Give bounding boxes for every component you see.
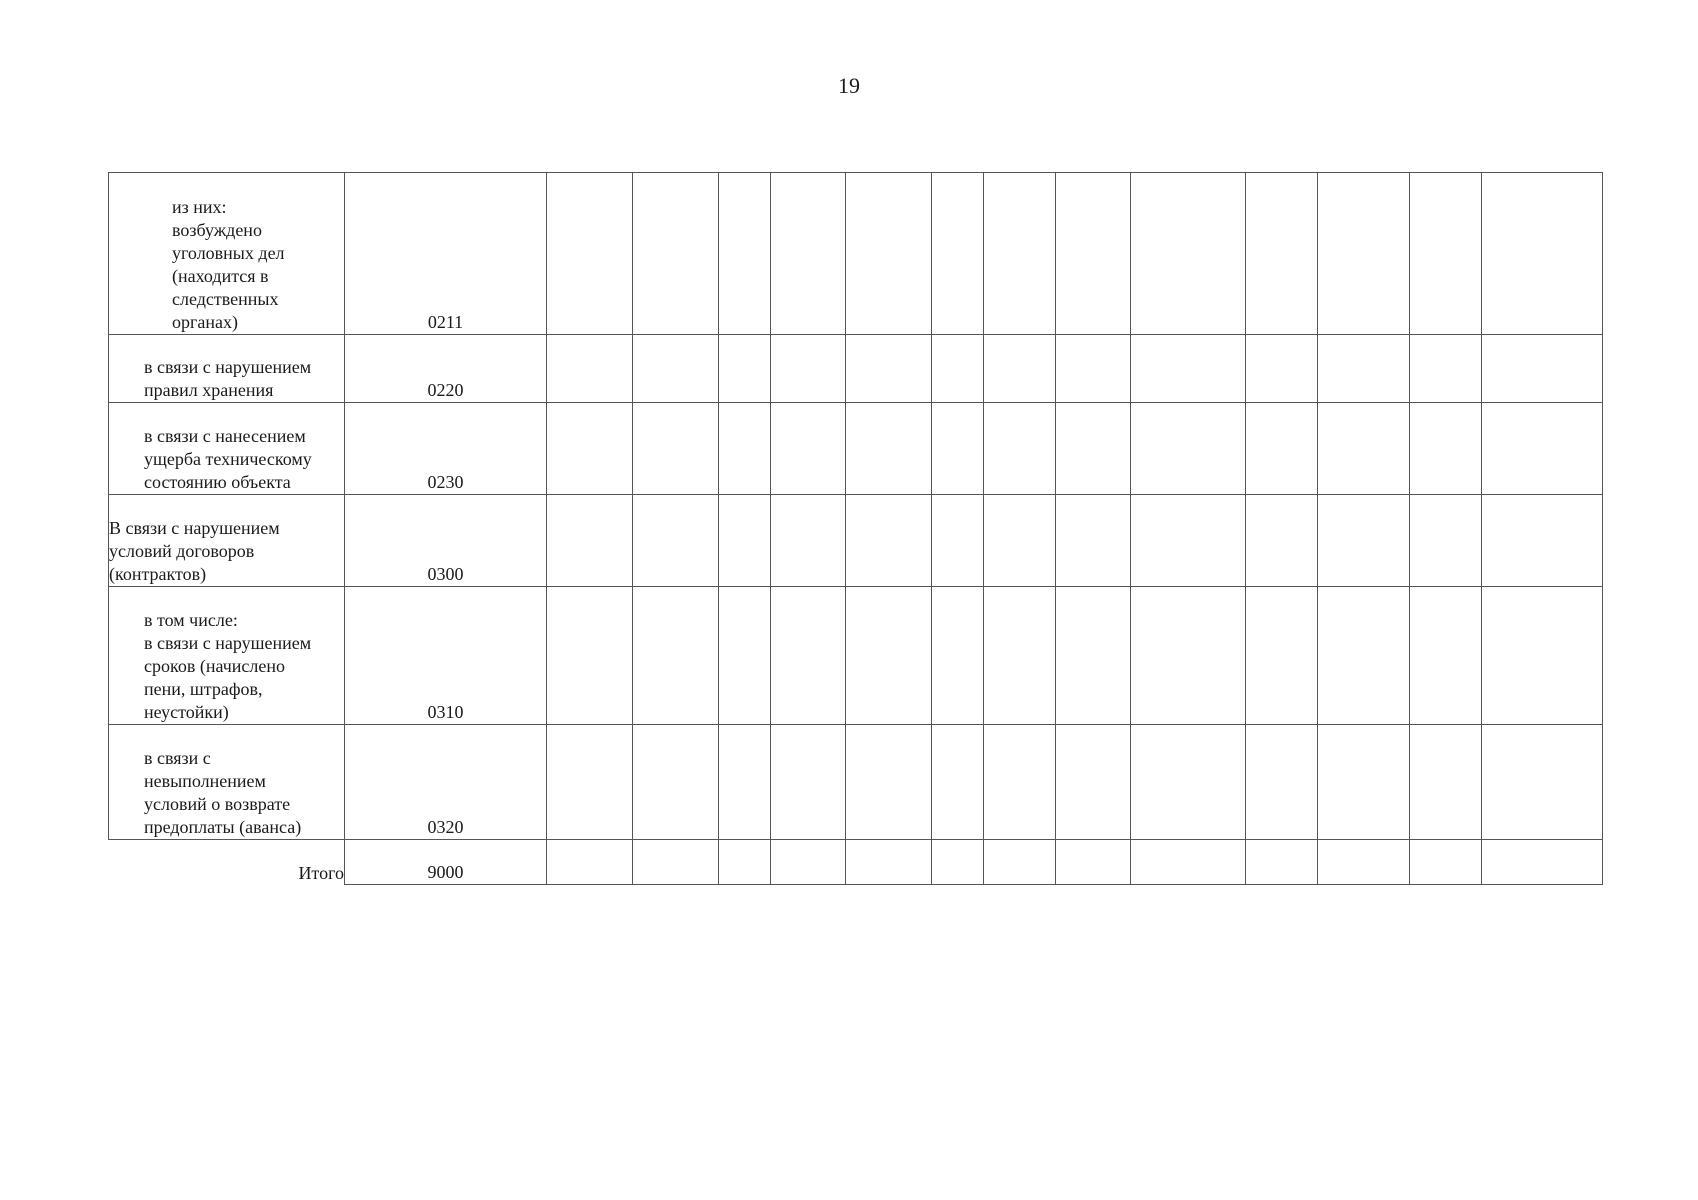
value-cell bbox=[1056, 403, 1131, 495]
total-code: 9000 bbox=[345, 840, 547, 885]
row-label bbox=[109, 335, 345, 403]
row-label-line: невыполнением bbox=[144, 771, 266, 791]
value-cell bbox=[771, 403, 846, 495]
row-label-line: следственных bbox=[172, 289, 279, 309]
row-label-line: в том числе: bbox=[144, 610, 238, 630]
row-label-line: пени, штрафов, bbox=[144, 679, 263, 699]
value-cell bbox=[1131, 335, 1246, 403]
value-cell bbox=[547, 587, 633, 725]
total-row bbox=[109, 840, 1603, 885]
row-label-line: состоянию объекта bbox=[144, 472, 291, 492]
row-code: 0230 bbox=[345, 403, 547, 495]
value-cell bbox=[1410, 840, 1482, 885]
row-code: 0220 bbox=[345, 335, 547, 403]
row-label-line: В связи с нарушением bbox=[109, 518, 280, 538]
value-cell bbox=[1410, 335, 1482, 403]
value-cell bbox=[1410, 587, 1482, 725]
value-cell bbox=[771, 173, 846, 335]
row-label-line: в связи с нарушением bbox=[144, 357, 312, 377]
row-label-line: неустойки) bbox=[144, 702, 229, 722]
value-cell bbox=[1482, 403, 1603, 495]
value-cell bbox=[1246, 495, 1318, 587]
value-cell bbox=[1318, 335, 1410, 403]
value-cell bbox=[1056, 587, 1131, 725]
value-cell bbox=[771, 495, 846, 587]
value-cell bbox=[846, 495, 932, 587]
row-label-line: сроков (начислено bbox=[144, 656, 285, 676]
row-code: 0300 bbox=[345, 495, 547, 587]
table-row bbox=[109, 403, 1603, 495]
value-cell bbox=[984, 840, 1056, 885]
value-cell bbox=[1410, 403, 1482, 495]
value-cell bbox=[1056, 335, 1131, 403]
table-row bbox=[109, 173, 1603, 335]
value-cell bbox=[633, 173, 719, 335]
row-code: 0211 bbox=[345, 173, 547, 335]
value-cell bbox=[846, 587, 932, 725]
value-cell bbox=[771, 587, 846, 725]
value-cell bbox=[846, 840, 932, 885]
value-cell bbox=[547, 173, 633, 335]
value-cell bbox=[1131, 495, 1246, 587]
value-cell bbox=[1246, 840, 1318, 885]
value-cell bbox=[719, 587, 771, 725]
page-number: 19 bbox=[838, 73, 860, 98]
value-cell bbox=[633, 335, 719, 403]
value-cell bbox=[984, 725, 1056, 840]
row-label-line: возбуждено bbox=[172, 220, 262, 240]
value-cell bbox=[1056, 173, 1131, 335]
value-cell bbox=[547, 495, 633, 587]
value-cell bbox=[984, 495, 1056, 587]
value-cell bbox=[633, 495, 719, 587]
row-label-line: (находится в bbox=[172, 266, 269, 286]
value-cell bbox=[547, 335, 633, 403]
row-label-line: из них: bbox=[172, 197, 227, 217]
value-cell bbox=[1246, 173, 1318, 335]
value-cell bbox=[1318, 840, 1410, 885]
value-cell bbox=[719, 403, 771, 495]
row-label-line: уголовных дел bbox=[172, 243, 285, 263]
row-label bbox=[109, 173, 345, 335]
value-cell bbox=[633, 403, 719, 495]
value-cell bbox=[771, 840, 846, 885]
value-cell bbox=[1131, 173, 1246, 335]
value-cell bbox=[771, 725, 846, 840]
value-cell bbox=[1131, 840, 1246, 885]
value-cell bbox=[932, 725, 984, 840]
value-cell bbox=[1410, 495, 1482, 587]
value-cell bbox=[633, 840, 719, 885]
value-cell bbox=[1482, 725, 1603, 840]
value-cell bbox=[932, 335, 984, 403]
value-cell bbox=[1318, 173, 1410, 335]
value-cell bbox=[1482, 173, 1603, 335]
row-label-line: условий договоров bbox=[109, 541, 255, 561]
value-cell bbox=[984, 335, 1056, 403]
value-cell bbox=[1056, 495, 1131, 587]
value-cell bbox=[1410, 725, 1482, 840]
value-cell bbox=[984, 587, 1056, 725]
table-row bbox=[109, 335, 1603, 403]
row-label-line: правил хранения bbox=[144, 380, 274, 400]
value-cell bbox=[932, 403, 984, 495]
value-cell bbox=[932, 840, 984, 885]
value-cell bbox=[719, 840, 771, 885]
value-cell bbox=[984, 173, 1056, 335]
value-cell bbox=[846, 335, 932, 403]
row-code: 0310 bbox=[345, 587, 547, 725]
value-cell bbox=[633, 725, 719, 840]
row-label bbox=[109, 587, 345, 725]
value-cell bbox=[719, 725, 771, 840]
total-label: Итого bbox=[298, 862, 344, 883]
row-label-line: в связи с bbox=[144, 748, 211, 768]
row-label-line: в связи с нанесением bbox=[144, 426, 306, 446]
row-label bbox=[109, 403, 345, 495]
row-label bbox=[109, 725, 345, 840]
value-cell bbox=[547, 403, 633, 495]
value-cell bbox=[1056, 725, 1131, 840]
value-cell bbox=[1318, 403, 1410, 495]
value-cell bbox=[984, 403, 1056, 495]
table-row bbox=[109, 495, 1603, 587]
value-cell bbox=[633, 587, 719, 725]
table-row bbox=[109, 725, 1603, 840]
value-cell bbox=[771, 335, 846, 403]
value-cell bbox=[846, 173, 932, 335]
row-code: 0320 bbox=[345, 725, 547, 840]
value-cell bbox=[1410, 173, 1482, 335]
value-cell bbox=[547, 725, 633, 840]
report-table bbox=[108, 172, 1603, 885]
value-cell bbox=[932, 495, 984, 587]
row-label-line: (контрактов) bbox=[109, 564, 207, 584]
value-cell bbox=[1246, 725, 1318, 840]
value-cell bbox=[1246, 587, 1318, 725]
value-cell bbox=[1482, 587, 1603, 725]
value-cell bbox=[1318, 725, 1410, 840]
row-label bbox=[109, 495, 345, 587]
value-cell bbox=[932, 587, 984, 725]
row-label-line: предоплаты (аванса) bbox=[144, 817, 302, 837]
value-cell bbox=[846, 403, 932, 495]
value-cell bbox=[1246, 403, 1318, 495]
value-cell bbox=[1131, 403, 1246, 495]
value-cell bbox=[1482, 495, 1603, 587]
row-label-line: ущерба техническому bbox=[144, 449, 312, 469]
value-cell bbox=[1318, 495, 1410, 587]
value-cell bbox=[1482, 335, 1603, 403]
table-row bbox=[109, 587, 1603, 725]
value-cell bbox=[1246, 335, 1318, 403]
value-cell bbox=[1482, 840, 1603, 885]
value-cell bbox=[719, 335, 771, 403]
value-cell bbox=[846, 725, 932, 840]
value-cell bbox=[1056, 840, 1131, 885]
value-cell bbox=[1318, 587, 1410, 725]
value-cell bbox=[719, 173, 771, 335]
value-cell bbox=[1131, 587, 1246, 725]
value-cell bbox=[547, 840, 633, 885]
value-cell bbox=[932, 173, 984, 335]
value-cell bbox=[1131, 725, 1246, 840]
row-label-line: в связи с нарушением bbox=[144, 633, 312, 653]
row-label-line: органах) bbox=[172, 312, 238, 332]
value-cell bbox=[719, 495, 771, 587]
row-label-line: условий о возврате bbox=[144, 794, 291, 814]
